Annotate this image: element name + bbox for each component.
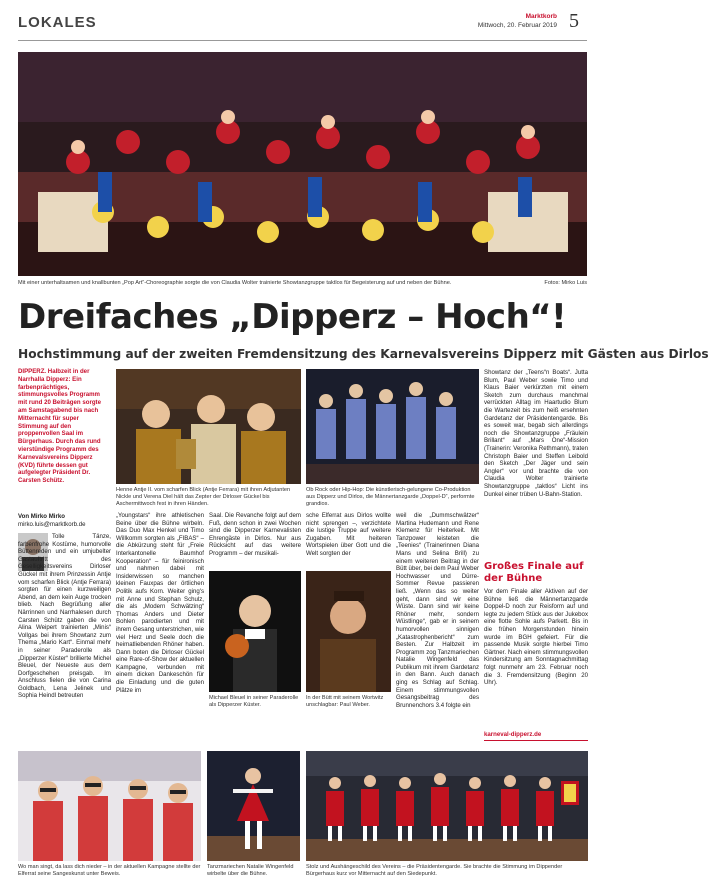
photo-elferrat: [18, 751, 201, 861]
photo-gueckel-caption: Henne Antje II. vom scharfen Blick (Antje Ferrara) mit ihren Adjutanten Nickle und Verena Diel hält das Zepter der Dirloser Gückel bis Aschermittwoch fest in ihren Händen.: [116, 487, 291, 507]
article-intro: DIPPERZ. Halbzeit in der Narrhalla Dipperz: Ein farbenprächtiges, stimmungsvolles Programm mit rund 20 Beiträgen sorgte am Samstagabend bis nach Mitternacht für super Stimmung auf den proppenvollen Saal im Bürgerhaus. Durch das rund vierstündige Programm des Karnevalsvereins Dipperz (KVD) führte dessen gut aufgelegter Präsident Dr. Carsten Schütz.: [18, 368, 101, 485]
article-subhead: Hochstimmung auf der zweiten Fremdensitzung des Karnevalsvereins Dipperz mit Gästen aus Dirlos: [18, 347, 709, 361]
photo-tanzmariechen: [207, 751, 300, 861]
photo-praesidentengarde: [306, 751, 588, 861]
section-title: LOKALES: [18, 14, 97, 31]
photo-credit: Fotos: Mirko Luis: [544, 280, 587, 286]
article-column-2: „Youngstars“ ihre athletischen Beine über die Bühne wirbeln. Das Duo Max Henkel und Timo Willkomm sorgten als „FIBAS“ – die Abkürzung steht für „Freie Interkantonelle Baumhof Kooperation“ – für feinironisch und nahmen dabei mit Insiderwissen so manchen kleinen Fauxpas der örtlichen Politik aufs Korn. Weiter ging's mit Anne und Stephan Schulz, die als „Modern Schwätzing“ Thomas Anders und Dieter Bohlen parodierten und mit ihrem Gesang unterstrichen, wie viel Herz und Seele doch die heimatliebenden Rhöner haben. Dann boten die Dirloser Gückel eine Rare-of-Show der aktuellen Kampagne, verbunden mit einem dicken Dankeschön für die Einladung und die guten Plätze im: [116, 512, 204, 694]
photo-kuester: [209, 571, 301, 692]
byline-email: mirko.luis@marktkorb.de: [18, 520, 86, 528]
photo-gueckel-princess: [116, 369, 301, 484]
header-rule: [18, 40, 587, 41]
photo-elferrat-caption: Wo man singt, da lass dich nieder – in der aktuellen Kampagne stellte der Elferrat seine Sangeskunst unter Beweis.: [18, 864, 201, 877]
article-column-4: sche Elferrat aus Dirlos wollte nicht sprengen –, verzichtete die lustige Truppe auf weitere Zugaben. Mit heiteren Wortspielen über Gott und die Welt sorgten der: [306, 512, 391, 557]
article-column-6: Showtanz der „Teens“n Boats“. Jutta Blum, Paul Weber sowie Timo und Klaus Baier verkürzten mit einem Sketch zum durchaus manchmal verrückten Alltag im Haartudio Blum die Wartezeit bis zum heiß ersehnten Gardetanz der Präsidentengarde. Bis es soweit war, begab sich allerdings noch die Showtanzgruppe „Fräulein Brillant“ auf „Mars One“-Mission (Trainerin: Veronika Rethmann), traten Christoph Baier und Steffen Leibold den Sketch „Der Jäger und sein Angler“ vor und brachte die von Claudia Wolter trainierte Showtanzgruppe „taktlos“ Licht ins Dunkel einer trüben U-Bahn-Station.: [484, 369, 588, 498]
website-link-rule: [484, 740, 588, 741]
byline-prefix: Von Mirko: [18, 513, 48, 520]
photo-kuester-caption: Michael Bleuel in seiner Paraderolle als Dipperzer Küster.: [209, 695, 299, 708]
article-byline: [18, 513, 110, 528]
page-number: 5: [569, 10, 579, 32]
article-column-6b: Vor dem Finale aller Aktiven auf der Bühne ließ die Männertanzgarde Doppel-D noch zur Reisform auf und legte zu jedem Stück aus der Jukebox eine flotte Sohle aufs Parkett. Bis in die frühen Morgenstunden hinein wurde im BGH gefeiert. Für die passende Musik sorgte hierbei Timo Gärtner. Nach einem stimmungsvollen Kindersitzung am Sonntagnachmittag folgt nunmehr am 23. Februar noch die 3. Fremdensitzung (Beginn 20 Uhr).: [484, 588, 588, 687]
brand-name: Marktkorb: [525, 13, 557, 20]
byline-name: Mirko: [48, 513, 65, 520]
article-column-1: Tolle Tänze, farbenfrohe Kostüme, humorvolle Büttenreden und ein umjubelter Gastauftritt des Geselligkeitsvereins Dirloser Gückel mit ihrem Prinzessin Antje vom scharfen Blick (Antje Ferrara) sorgten für einen kurzweiligen Abend, an dem kein Auge trocken blieb. Nach Begrüßung aller Närrinnen und Narrhalesen durch Carsten Schütz gaben die von Alina Weipert trainierten „Minis“ Vollgas bei ihrem Showtanz zum Thema „Mario Kart“. Einmal mehr in seiner Paraderolle als „Dipperzer Küster“ brillierte Michel Bleuel, der Neueste aus dem Dorfgeschehen preisgab. Im Anschluss fielen die von Carina Goldbach, Lena Jelinek und Sophia Heindl betreuten: [18, 533, 111, 700]
photo-tanzmariechen-caption: Tanzmariechen Natalie Wingenfeld wirbelte über die Bühne.: [207, 864, 294, 877]
page-header: [18, 10, 587, 38]
photo-paul-weber-caption: In der Bütt mit seinem Wortwitz unschlagbar: Paul Weber.: [306, 695, 384, 708]
top-photo: [18, 52, 587, 276]
issue-date: Mittwoch, 20. Februar 2019: [477, 22, 557, 29]
article-headline: Dreifaches „Dipperz – Hoch“!: [18, 297, 567, 337]
article-column-5: weil die „Dummschwätzer“ Martina Hudemann und Rene Klemenz für Heiterkeit. Mit Tanzpower leisteten die „Teenies“ (Trainerinnen Diana Mans und Selina Brill) zu einem weiteren Beitrag in der Bütt über, bei dem Paul Weber Hochwasser und Dürre-Sommer Revue passieren ließ. „Wenn das so weiter geht, dann sind wir eine Wüste. Dann sind wir keine Rhöner mehr, sondern Wüstlinge“, gab er in seinem humorvollen sinnigen „Katastrophenbericht“ zum Besten. Zur Halbzeit im Programm zog Tanzmariechen Natalie Wingenfeld das Publikum mit ihrem Gardetanz in den Bann. Auch danach ging es Schlag auf Schlag. Einem stimmungsvollen Gesangsbeitrag des Brunnenchors 3.4 folgte ein: [396, 512, 479, 709]
photo-paul-weber: [306, 571, 391, 692]
website-link[interactable]: karneval-dipperz.de: [484, 731, 542, 738]
article-column-3: Saal. Die Revanche folgt auf dem Fuß, denn schon in zwei Wochen sind die Dipperzer Karnevalisten Ehrengäste in Dirlos. Nur aus Rücksicht auf das weitere Programm – der musikali-: [209, 512, 301, 557]
photo-praesidentengarde-caption: Stolz und Aushängeschild des Vereins – die Präsidentengarde. Sie brachte die Stimmung im Dippender Bürgerhaus kurz vor Mitternacht auf den Siedepunkt.: [306, 864, 563, 877]
top-photo-caption: Mit einer unterhaltsamen und knallbunten „Pop Art“-Choreographie sorgte die von Claudia Wolter trainierte Showtanzgruppe taktlos für Begeisterung auf und neben der Bühne.: [18, 280, 452, 286]
photo-doppel-d: [306, 369, 479, 484]
section-subtitle: Großes Finale auf der Bühne: [484, 561, 584, 584]
photo-doppel-d-caption: Ob Rock oder Hip-Hop: Die künstlerisch-gelungene Co-Produktion aus Dipperz und Dirlos, die Männertanzgarde „Doppel-D“, performte grandios.: [306, 487, 475, 507]
